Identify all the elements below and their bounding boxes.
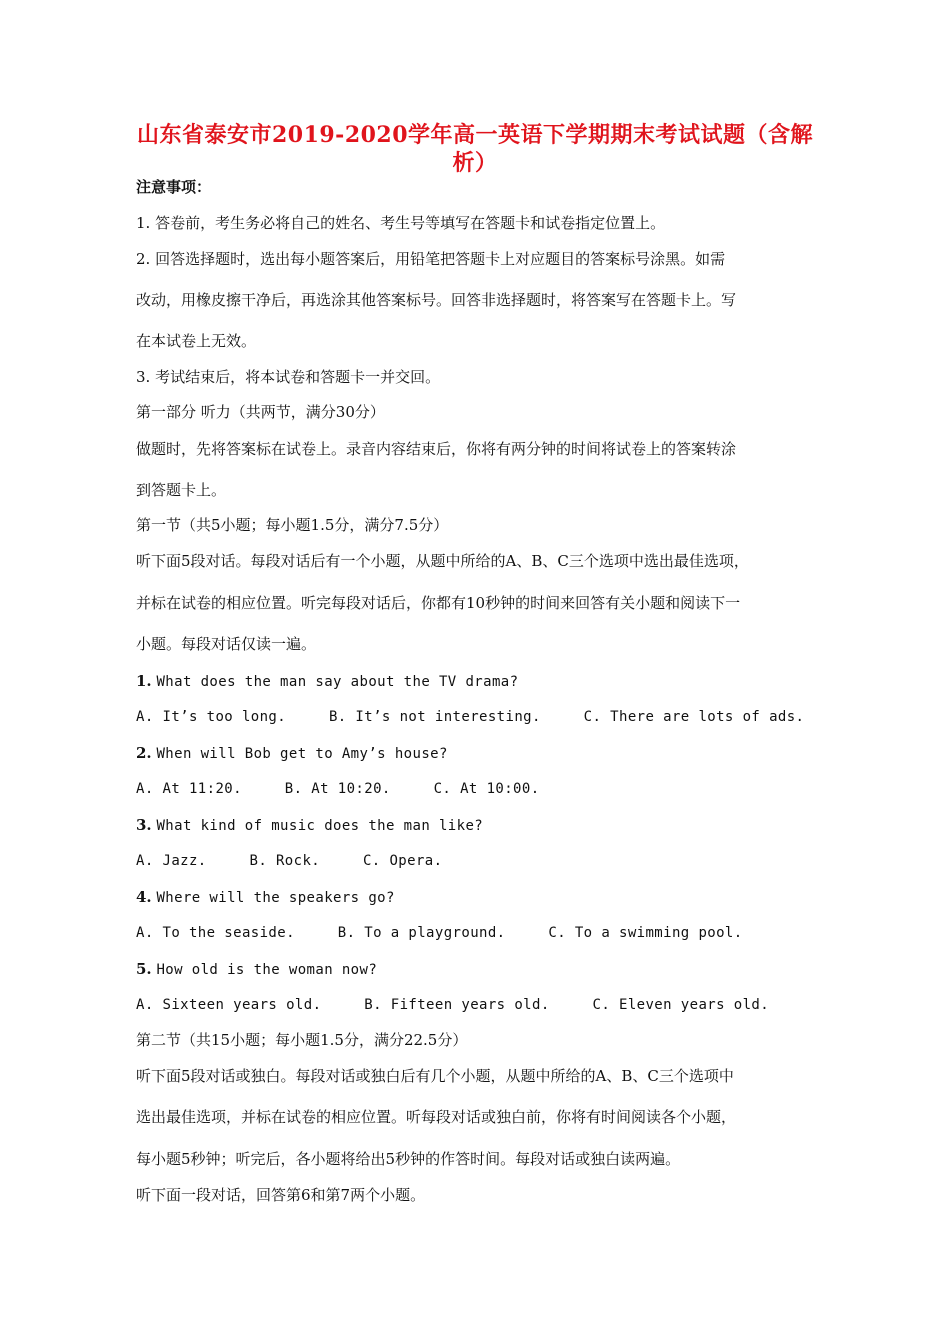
section2-intro-line: 每小题5秒钟；听完后，各小题将给出5秒钟的作答时间。每段对话或独白读两遍。 (136, 1150, 681, 1168)
question-3 (136, 815, 483, 836)
question-text: When will Bob get to Amy’s house? (156, 746, 448, 762)
section1-intro-line: 并标在试卷的相应位置。听完每段对话后，你都有10秒钟的时间来回答有关小题和阅读下一 (136, 594, 741, 612)
section1-intro-line: 听下面5段对话。每段对话后有一个小题，从题中所给的A、B、C三个选项中选出最佳选项， (136, 552, 749, 570)
section2-intro-line: 听下面5段对话或独白。每段对话或独白后有几个小题，从题中所给的A、B、C三个选项中 (136, 1067, 734, 1085)
notice-item: 3. 考试结束后，将本试卷和答题卡一并交回。 (136, 368, 441, 386)
question-1 (136, 671, 518, 692)
option-c: C. There are lots of ads. (583, 709, 805, 725)
question-5 (136, 959, 377, 980)
option-c: C. At 10:00. (433, 781, 540, 797)
dialogue-intro: 听下面一段对话，回答第6和第7两个小题。 (136, 1186, 426, 1204)
option-c: C. Eleven years old. (592, 997, 770, 1013)
question-number: 2. (136, 744, 152, 762)
document-title (130, 121, 820, 177)
question-number: 1. (136, 672, 152, 690)
option-b: B. At 10:20. (284, 781, 391, 797)
part1-heading: 第一部分 听力（共两节，满分30分） (136, 403, 385, 421)
option-b: B. To a playground. (337, 925, 506, 941)
question-number: 3. (136, 816, 152, 834)
question-number: 4. (136, 888, 152, 906)
question-4-options (136, 923, 743, 943)
question-text: How old is the woman now? (156, 962, 378, 978)
question-1-options (136, 707, 804, 727)
option-b: B. Rock. (249, 853, 321, 869)
question-text: What kind of music does the man like? (156, 818, 484, 834)
notice-item: 在本试卷上无效。 (136, 332, 257, 350)
section2-intro-line: 选出最佳选项，并标在试卷的相应位置。听每段对话或独白前，你将有时间阅读各个小题， (136, 1108, 737, 1126)
option-c: C. Opera. (362, 853, 443, 869)
section2-heading: 第二节（共15小题；每小题1.5分，满分22.5分） (136, 1031, 468, 1049)
title-line-2: 析） (452, 150, 498, 176)
question-text: Where will the speakers go? (156, 890, 395, 906)
notice-item: 1. 答卷前，考生务必将自己的姓名、考生号等填写在答题卡和试卷指定位置上。 (136, 214, 666, 232)
option-a: A. At 11:20. (136, 781, 242, 797)
question-5-options (136, 995, 769, 1015)
option-a: A. It’s too long. (136, 709, 287, 725)
notice-item: 2. 回答选择题时，选出每小题答案后，用铅笔把答题卡上对应题目的答案标号涂黑。如需 (136, 250, 726, 268)
option-a: A. Jazz. (136, 853, 207, 869)
part1-intro-line: 到答题卡上。 (136, 481, 227, 499)
title-line-1: 山东省泰安市2019-2020学年高一英语下学期期末考试试题（含解 (136, 122, 814, 148)
notice-heading: 注意事项： (136, 178, 212, 196)
question-2-options (136, 779, 540, 799)
question-number: 5. (136, 960, 152, 978)
question-3-options (136, 851, 442, 871)
section1-intro-line: 小题。每段对话仅读一遍。 (136, 635, 317, 653)
option-a: A. To the seaside. (136, 925, 295, 941)
option-a: A. Sixteen years old. (136, 997, 322, 1013)
question-2 (136, 743, 448, 764)
option-b: B. Fifteen years old. (364, 997, 550, 1013)
part1-intro-line: 做题时，先将答案标在试卷上。录音内容结束后，你将有两分钟的时间将试卷上的答案转涂 (136, 440, 737, 458)
question-text: What does the man say about the TV drama? (156, 674, 519, 690)
question-4 (136, 887, 395, 908)
section1-heading: 第一节（共5小题；每小题1.5分，满分7.5分） (136, 516, 449, 534)
notice-item: 改动，用橡皮擦干净后，再选涂其他答案标号。回答非选择题时，将答案写在答题卡上。写 (136, 291, 737, 309)
option-c: C. To a swimming pool. (548, 925, 743, 941)
option-b: B. It’s not interesting. (328, 709, 541, 725)
